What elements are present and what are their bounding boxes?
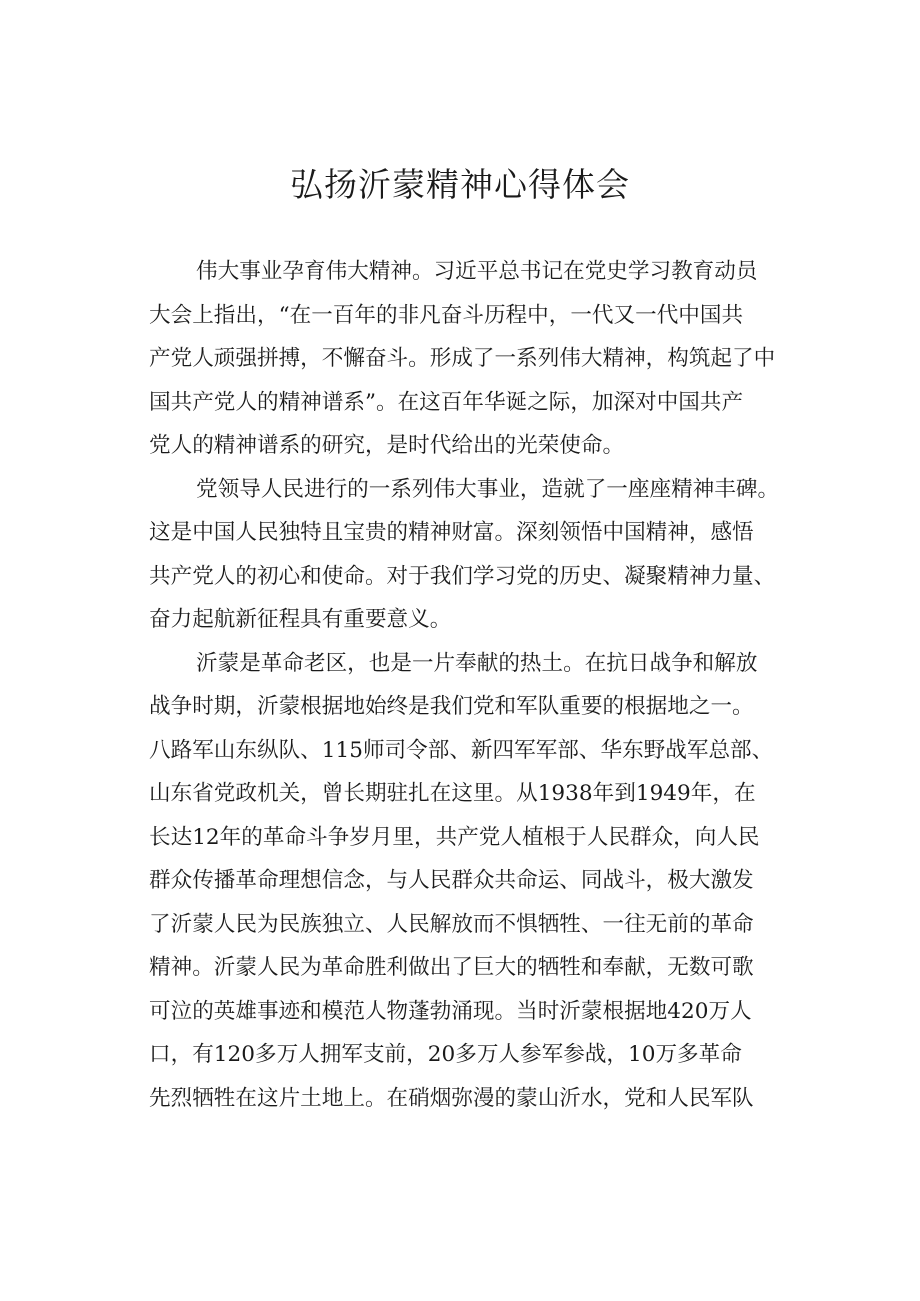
text-line: 奋力起航新征程具有重要意义。	[149, 607, 452, 632]
text-line: 精神。沂蒙人民为革命胜利做出了巨大的牺牲和奉献，无数可歌	[149, 955, 754, 980]
text-line: 可泣的英雄事迹和模范人物蓬勃涌现。当时沂蒙根据地420万人	[149, 998, 752, 1024]
text-line: 这是中国人民独特且宝贵的精神财富。深刻领悟中国精神，感悟	[149, 520, 754, 545]
text-line: 山东省党政机关，曾长期驻扎在这里。从1938年到1949年，在	[149, 781, 756, 806]
text-line: 口，有120多万人拥军支前，20多万人参军参战，10万多革命	[149, 1042, 742, 1067]
text-line: 战争时期，沂蒙根据地始终是我们党和军队重要的根据地之一。	[149, 694, 754, 719]
text-line: 群众传播革命理想信念，与人民群众共命运、同战斗，极大激发	[149, 868, 754, 893]
paragraph-2	[149, 468, 803, 642]
text-line: 长达12年的革命斗争岁月里，共产党人植根于人民群众，向人民	[149, 824, 760, 850]
text-line: 产党人顽强拼搏，不懈奋斗。形成了一系列伟大精神，构筑起了中	[149, 346, 776, 371]
text-line: 党人的精神谱系的研究，是时代给出的光荣使命。	[149, 433, 625, 458]
text-line: 八路军山东纵队、115师司令部、新四军军部、华东野战军总部、	[149, 737, 774, 763]
text-line: 了沂蒙人民为民族独立、人民解放而不惧牺牲、一往无前的革命	[149, 911, 754, 937]
text-line: 共产党人的初心和使命。对于我们学习党的历史、凝聚精神力量、	[149, 563, 776, 589]
text-line: 党领导人民进行的一系列伟大事业，造就了一座座精神丰碑。	[196, 476, 780, 502]
text-line: 大会上指出，“在一百年的非凡奋斗历程中，一代又一代中国共	[149, 302, 744, 328]
document-title: 弘扬沂蒙精神心得体会	[290, 165, 630, 204]
text-line: 国共产党人的精神谱系”。在这百年华诞之际，加深对中国共产	[149, 389, 744, 415]
paragraph-1	[149, 250, 803, 468]
document-body	[149, 250, 803, 1120]
text-line: 先烈牺牲在这片土地上。在硝烟弥漫的蒙山沂水，党和人民军队	[149, 1085, 754, 1111]
text-line: 沂蒙是革命老区，也是一片奉献的热土。在抗日战争和解放	[196, 650, 758, 676]
paragraph-3	[149, 642, 803, 1121]
text-line: 伟大事业孕育伟大精神。习近平总书记在党史学习教育动员	[196, 259, 758, 284]
